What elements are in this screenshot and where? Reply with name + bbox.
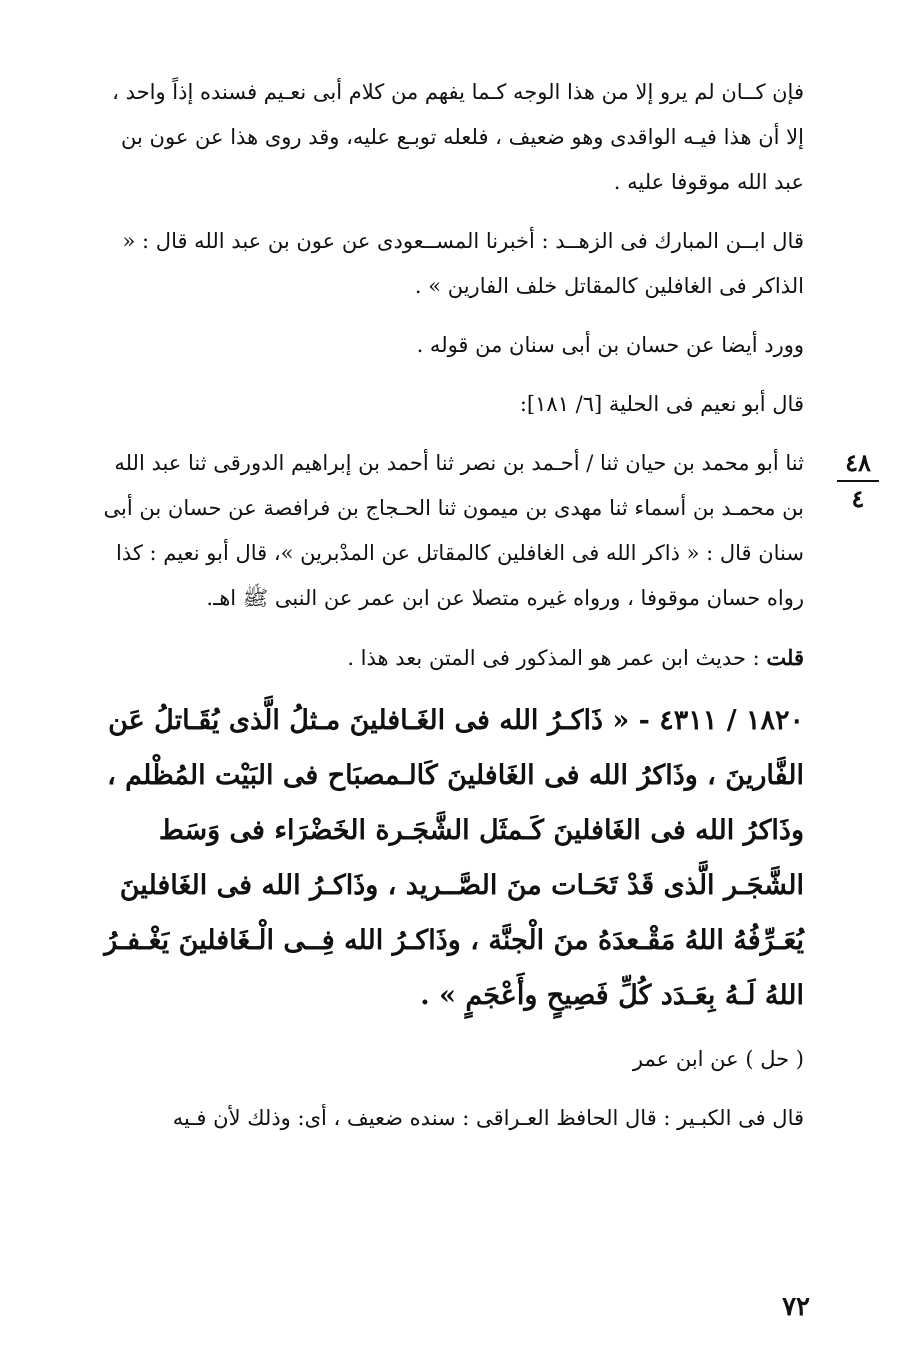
- margin-reference: [832, 450, 884, 512]
- qultu-text: : حديث ابن عمر هو المذكور فى المتن بعد هذا .: [347, 646, 760, 670]
- hadith-source: ( حل ) عن ابن عمر: [632, 1047, 804, 1071]
- paragraph-chain-note: فإن كــان لم يرو إلا من هذا الوجه كـما يفهم من كلام أبى نعـيم فسنده إذاً واحد ، إلا أن هذا فيـه الواقدى وهو ضعيف ، فلعله توبـع عليه، وقد روى هذا عن عون بن عبد الله موقوفا عليه .: [112, 80, 804, 194]
- paragraph-qultu: [100, 635, 804, 681]
- margin-reference-top: ٤٨: [845, 448, 871, 477]
- hadith-text: ١٨٢٠ / ٤٣١١ - « ذَاكـرُ الله فى الغَـافلينَ مـثلُ الَّذى يُقَـاتلُ عَن الفَّارينَ ، وذَاكرُ الله فى الغَافلينَ كَالـمصبَاح فى البَيْت المُظْلم ، وذَاكرُ الله فى الغَافلينَ كَـمثَل الشَّجَـرة الخَضْرَاء فى وَسَط الشَّجَـر الَّذى قَدْ تَحَـات منَ الصَّــريد ، وذَاكـرُ الله فى الغَافلينَ يُعَـرِّفُهُ اللهُ مَقْـعدَهُ منَ الْجنَّة ، وذَاكـرُ الله فِــى الْـغَافلينَ يَغْـفـرُ اللهُ لَـهُ بِعَـدَد كُلِّ فَصِيحٍ وأَعْجَمٍ » .: [104, 705, 804, 1011]
- paragraph-ibn-mubarak: قال ابــن المبارك فى الزهــد : أخبرنا المســعودى عن عون بن عبد الله قال : « الذاكر فى الغافلين كالمقاتل خلف الفارين » .: [122, 229, 804, 298]
- margin-reference-bottom: ٤: [851, 484, 865, 513]
- margin-reference-rule: [837, 480, 879, 482]
- qultu-label: قلت: [766, 645, 804, 670]
- page-number: ٧٢: [782, 1292, 810, 1322]
- paragraph-hassan: وورد أيضا عن حسان بن أبى سنان من قوله .: [416, 333, 804, 357]
- commentary-text: قال فى الكبـير : قال الحافظ العـراقى : سنده ضعيف ، أى: وذلك لأن فـيه: [172, 1106, 804, 1130]
- paragraph-isnad: ثنا أبو محمد بن حيان ثنا / أحـمد بن نصر ثنا أحمد بن إبراهيم الدورقى ثنا عبد الله بن محمـد بن أسماء ثنا مهدى بن ميمون ثنا الحـجاج بن فرافصة عن حسان بن أبى سنان قال : « ذاكر الله فى الغافلين كالمقاتل عن المدْبرين »، قال أبو نعيم : كذا رواه حسان موقوفا ، ورواه غيره متصلا عن ابن عمر عن النبى ﷺ اهـ.: [103, 451, 804, 610]
- paragraph-hilya-citation: قال أبو نعيم فى الحلية [٦/ ١٨١]:: [519, 392, 804, 416]
- page-body: [100, 70, 804, 1141]
